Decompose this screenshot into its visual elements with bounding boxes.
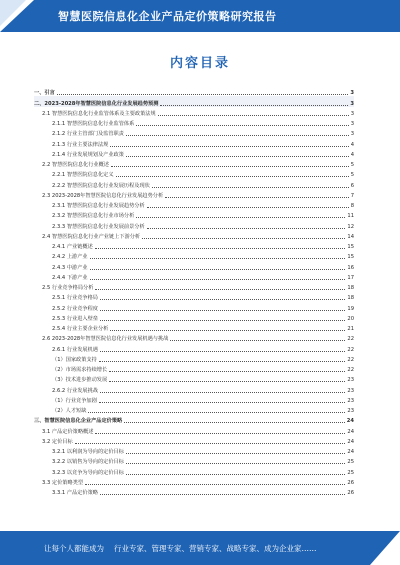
toc-entry-label: （2）人才短缺 bbox=[52, 408, 87, 414]
toc-entry-label: 2.4.3 中游产业 bbox=[52, 264, 88, 271]
toc-leader-dots bbox=[85, 484, 345, 485]
toc-entry[interactable] bbox=[34, 455, 354, 465]
toc-entry-page: 17 bbox=[347, 274, 354, 281]
toc-entry-page: 4 bbox=[350, 151, 354, 158]
toc-entry[interactable] bbox=[34, 404, 354, 414]
toc-entry-label: （3）技术进步推动发展 bbox=[52, 377, 108, 384]
toc-entry[interactable] bbox=[34, 332, 354, 342]
toc-entry-label: 3.3.1 产品定价策略 bbox=[52, 490, 98, 496]
toc-entry-page: 7 bbox=[350, 192, 354, 199]
toc-entry-label: 3.1 产品定价策略概述 bbox=[42, 428, 94, 435]
table-of-contents bbox=[34, 86, 354, 496]
toc-entry-page: 22 bbox=[347, 346, 354, 353]
toc-leader-dots bbox=[90, 279, 346, 280]
toc-leader-dots bbox=[109, 371, 345, 372]
toc-entry[interactable] bbox=[34, 117, 354, 127]
toc-leader-dots bbox=[75, 443, 346, 444]
toc-entry-label: 2.5.4 行业主要企业分析 bbox=[52, 326, 109, 332]
toc-leader-dots bbox=[126, 135, 349, 136]
toc-entry-page: 8 bbox=[350, 203, 354, 209]
toc-entry[interactable] bbox=[34, 435, 354, 445]
toc-entry[interactable] bbox=[34, 424, 354, 434]
toc-entry[interactable] bbox=[34, 127, 354, 137]
toc-entry[interactable] bbox=[34, 86, 354, 96]
toc-entry[interactable] bbox=[34, 342, 354, 352]
toc-entry[interactable] bbox=[34, 271, 354, 281]
toc-leader-dots bbox=[136, 217, 345, 218]
toc-leader-dots bbox=[160, 105, 348, 106]
toc-entry[interactable] bbox=[34, 168, 354, 178]
toc-entry-label: 2.5 行业竞争格局分析 bbox=[42, 285, 94, 291]
toc-entry-label: 2.3.2 智慧医院信息化行业市场分析 bbox=[52, 213, 135, 220]
toc-entry-label: 2.3 2023-2028年智慧医院信息化行业发展趋势分析 bbox=[42, 192, 164, 199]
toc-entry-page: 23 bbox=[347, 377, 354, 384]
toc-entry-page: 23 bbox=[347, 408, 354, 414]
toc-leader-dots bbox=[100, 310, 345, 311]
toc-entry-page: 5 bbox=[350, 162, 354, 168]
toc-leader-dots bbox=[124, 422, 345, 423]
toc-entry-page: 24 bbox=[347, 428, 354, 435]
toc-entry-page: 5 bbox=[350, 172, 354, 179]
toc-leader-dots bbox=[142, 238, 345, 239]
toc-entry-page: 25 bbox=[347, 459, 354, 466]
toc-leader-dots bbox=[90, 269, 346, 270]
toc-leader-dots bbox=[57, 94, 349, 95]
toc-leader-dots bbox=[126, 156, 349, 157]
toc-entry[interactable] bbox=[34, 240, 354, 250]
toc-leader-dots bbox=[136, 125, 348, 126]
toc-entry-page: 4 bbox=[350, 141, 354, 148]
toc-leader-dots bbox=[95, 248, 346, 249]
toc-entry-label: 2.3.3 智慧医院信息化行业发展前景分析 bbox=[52, 223, 145, 230]
toc-entry-page: 24 bbox=[346, 418, 354, 425]
toc-leader-dots bbox=[170, 340, 345, 341]
toc-entry-page: 15 bbox=[347, 244, 354, 250]
toc-leader-dots bbox=[100, 351, 345, 352]
toc-entry-label: 3.2.2 以销售为导向的定价目标 bbox=[52, 459, 124, 466]
toc-leader-dots bbox=[152, 187, 349, 188]
toc-leader-dots bbox=[158, 115, 349, 116]
toc-entry[interactable] bbox=[34, 476, 354, 486]
toc-entry-label: 3.2 定价目标 bbox=[42, 438, 73, 445]
toc-entry-page: 24 bbox=[347, 449, 354, 455]
toc-entry-label: 2.5.2 行业竞争程度 bbox=[52, 305, 98, 312]
toc-entry[interactable] bbox=[34, 219, 354, 229]
toc-entry-page: 24 bbox=[347, 438, 354, 445]
toc-entry-label: 一、引言 bbox=[34, 90, 55, 97]
toc-leader-dots bbox=[100, 392, 345, 393]
toc-entry-page: 12 bbox=[347, 223, 354, 230]
toc-entry-label: 2.6.1 行业发展机遇 bbox=[52, 346, 98, 353]
toc-entry[interactable] bbox=[34, 373, 354, 383]
toc-entry-label: 2.1.2 行业主管部门及监管职责 bbox=[52, 131, 124, 138]
toc-entry-label: 2.4.1 产业链概述 bbox=[52, 244, 93, 250]
header-bar bbox=[0, 0, 400, 32]
toc-leader-dots bbox=[110, 146, 348, 147]
toc-entry[interactable] bbox=[34, 301, 354, 311]
toc-entry-page: 15 bbox=[347, 254, 354, 261]
toc-entry-page: 23 bbox=[347, 387, 354, 394]
toc-entry-label: 2.3.1 智慧医院信息化行业发展趋势分析 bbox=[52, 203, 145, 209]
toc-leader-dots bbox=[95, 433, 345, 434]
toc-entry-page: 16 bbox=[347, 264, 354, 271]
toc-entry-page: 11 bbox=[347, 213, 354, 220]
toc-entry-page: 23 bbox=[347, 397, 354, 404]
footer-slogan-roles: 行业专家、管理专家、营销专家、战略专家、成为企业家…… bbox=[114, 544, 317, 553]
toc-entry-label: 三、智慧医院信息化企业产品定价策略 bbox=[34, 418, 123, 425]
toc-entry[interactable] bbox=[34, 158, 354, 168]
toc-entry[interactable] bbox=[34, 312, 354, 322]
toc-entry[interactable] bbox=[34, 260, 354, 270]
toc-leader-dots bbox=[110, 330, 345, 331]
toc-entry-page: 19 bbox=[347, 305, 354, 312]
toc-entry-label: 2.5.1 行业竞争格局 bbox=[52, 295, 98, 302]
toc-entry-label: 2.5.3 行业进入壁垒 bbox=[52, 315, 98, 322]
toc-entry-label: 2.2.1 智慧医院信息化定义 bbox=[52, 172, 114, 179]
toc-entry-page: 6 bbox=[350, 182, 354, 189]
toc-leader-dots bbox=[111, 166, 349, 167]
toc-leader-dots bbox=[116, 176, 349, 177]
toc-entry[interactable] bbox=[34, 486, 354, 496]
toc-entry[interactable] bbox=[34, 322, 354, 332]
toc-entry[interactable] bbox=[34, 465, 354, 475]
toc-entry-label: （1）国家政策支持 bbox=[52, 356, 97, 363]
toc-entry[interactable] bbox=[34, 107, 354, 117]
toc-entry-label: 2.1.1 智慧医院信息化行业监管体系 bbox=[52, 121, 135, 127]
toc-leader-dots bbox=[126, 453, 345, 454]
toc-leader-dots bbox=[147, 228, 346, 229]
report-title: 智慧医院信息化企业产品定价策略研究报告 bbox=[58, 10, 277, 23]
toc-leader-dots bbox=[90, 258, 346, 259]
toc-entry-page: 14 bbox=[347, 233, 354, 240]
toc-entry-page: 22 bbox=[347, 367, 354, 373]
toc-leader-dots bbox=[147, 207, 349, 208]
footer-slogan-lead: 让每个人都能成为 bbox=[44, 544, 104, 553]
toc-leader-dots bbox=[100, 299, 345, 300]
toc-leader-dots bbox=[99, 361, 346, 362]
toc-entry-label: 2.4 智慧医院信息化行业产业链上下游分析 bbox=[42, 233, 141, 240]
toc-entry-page: 20 bbox=[347, 315, 354, 322]
toc-entry[interactable] bbox=[34, 199, 354, 209]
toc-entry[interactable] bbox=[34, 353, 354, 363]
toc-entry-page: 3 bbox=[350, 121, 354, 127]
toc-entry[interactable] bbox=[34, 394, 354, 404]
toc-entry[interactable] bbox=[34, 383, 354, 393]
toc-entry-page: 3 bbox=[350, 131, 354, 138]
toc-leader-dots bbox=[126, 463, 345, 464]
toc-entry-label: 2.1.4 行业发展规划及产业政策 bbox=[52, 151, 124, 158]
toc-leader-dots bbox=[95, 289, 345, 290]
toc-entry-page: 21 bbox=[347, 326, 354, 332]
footer-bar bbox=[0, 531, 400, 565]
toc-leader-dots bbox=[100, 320, 345, 321]
toc-entry-label: 2.2.2 智慧医院信息化行业发展历程及现状 bbox=[52, 182, 150, 189]
toc-entry-page: 22 bbox=[347, 336, 354, 343]
toc-entry-label: 2.6.2 行业发展挑战 bbox=[52, 387, 98, 394]
toc-entry-label: 二、2023-2028年智慧医院信息化行业发展趋势预测 bbox=[34, 100, 159, 107]
toc-entry[interactable] bbox=[34, 291, 354, 301]
toc-entry-page: 3 bbox=[350, 100, 354, 107]
toc-entry[interactable] bbox=[34, 178, 354, 188]
toc-entry-label: 3.2.1 以利润为导向的定价目标 bbox=[52, 449, 124, 455]
toc-entry-label: 3.3 定价策略类型 bbox=[42, 479, 84, 486]
toc-entry-label: （1）行业竞争加剧 bbox=[52, 397, 97, 404]
toc-entry[interactable] bbox=[34, 363, 354, 373]
toc-entry[interactable] bbox=[34, 209, 354, 219]
toc-leader-dots bbox=[100, 494, 345, 495]
toc-entry-label: 2.6 2023-2028年智慧医院信息化行业发展机遇与挑战 bbox=[42, 336, 169, 343]
toc-entry-label: （2）市场需求持续增长 bbox=[52, 367, 108, 373]
toc-leader-dots bbox=[126, 474, 345, 475]
toc-leader-dots bbox=[165, 197, 349, 198]
toc-entry-label: 2.4.4 下游产业 bbox=[52, 274, 88, 281]
toc-entry-page: 25 bbox=[347, 469, 354, 476]
toc-entry[interactable] bbox=[34, 445, 354, 455]
toc-entry[interactable] bbox=[34, 281, 354, 291]
toc-entry[interactable] bbox=[34, 414, 354, 424]
toc-leader-dots bbox=[109, 381, 345, 382]
toc-entry-page: 18 bbox=[347, 285, 354, 291]
toc-heading: 内容目录 bbox=[169, 56, 230, 71]
toc-entry-page: 3 bbox=[350, 90, 354, 97]
toc-entry[interactable] bbox=[34, 96, 354, 106]
toc-entry[interactable] bbox=[34, 148, 354, 158]
header-wedge-accent bbox=[0, 0, 26, 26]
toc-entry-label: 2.2 智慧医院信息化行业概述 bbox=[42, 162, 109, 168]
toc-entry[interactable] bbox=[34, 189, 354, 199]
toc-entry-page: 22 bbox=[347, 356, 354, 363]
toc-entry-label: 2.1.3 行业主要法律法规 bbox=[52, 141, 109, 148]
toc-entry-label: 3.2.3 以竞争为导向的定价目标 bbox=[52, 469, 124, 476]
toc-entry[interactable] bbox=[34, 137, 354, 147]
toc-entry-page: 26 bbox=[347, 490, 354, 496]
toc-entry-page: 3 bbox=[350, 110, 354, 117]
toc-entry-page: 26 bbox=[347, 479, 354, 486]
footer-slogan bbox=[44, 543, 317, 554]
toc-entry-label: 2.1 智慧医院信息化行业监管体系及主要政策法规 bbox=[42, 110, 156, 117]
toc-leader-dots bbox=[99, 402, 346, 403]
toc-leader-dots bbox=[88, 412, 345, 413]
toc-entry[interactable] bbox=[34, 230, 354, 240]
toc-entry[interactable] bbox=[34, 250, 354, 260]
toc-entry-page: 18 bbox=[347, 295, 354, 302]
toc-entry-label: 2.4.2 上游产业 bbox=[52, 254, 88, 261]
footer-wedge bbox=[370, 531, 400, 565]
